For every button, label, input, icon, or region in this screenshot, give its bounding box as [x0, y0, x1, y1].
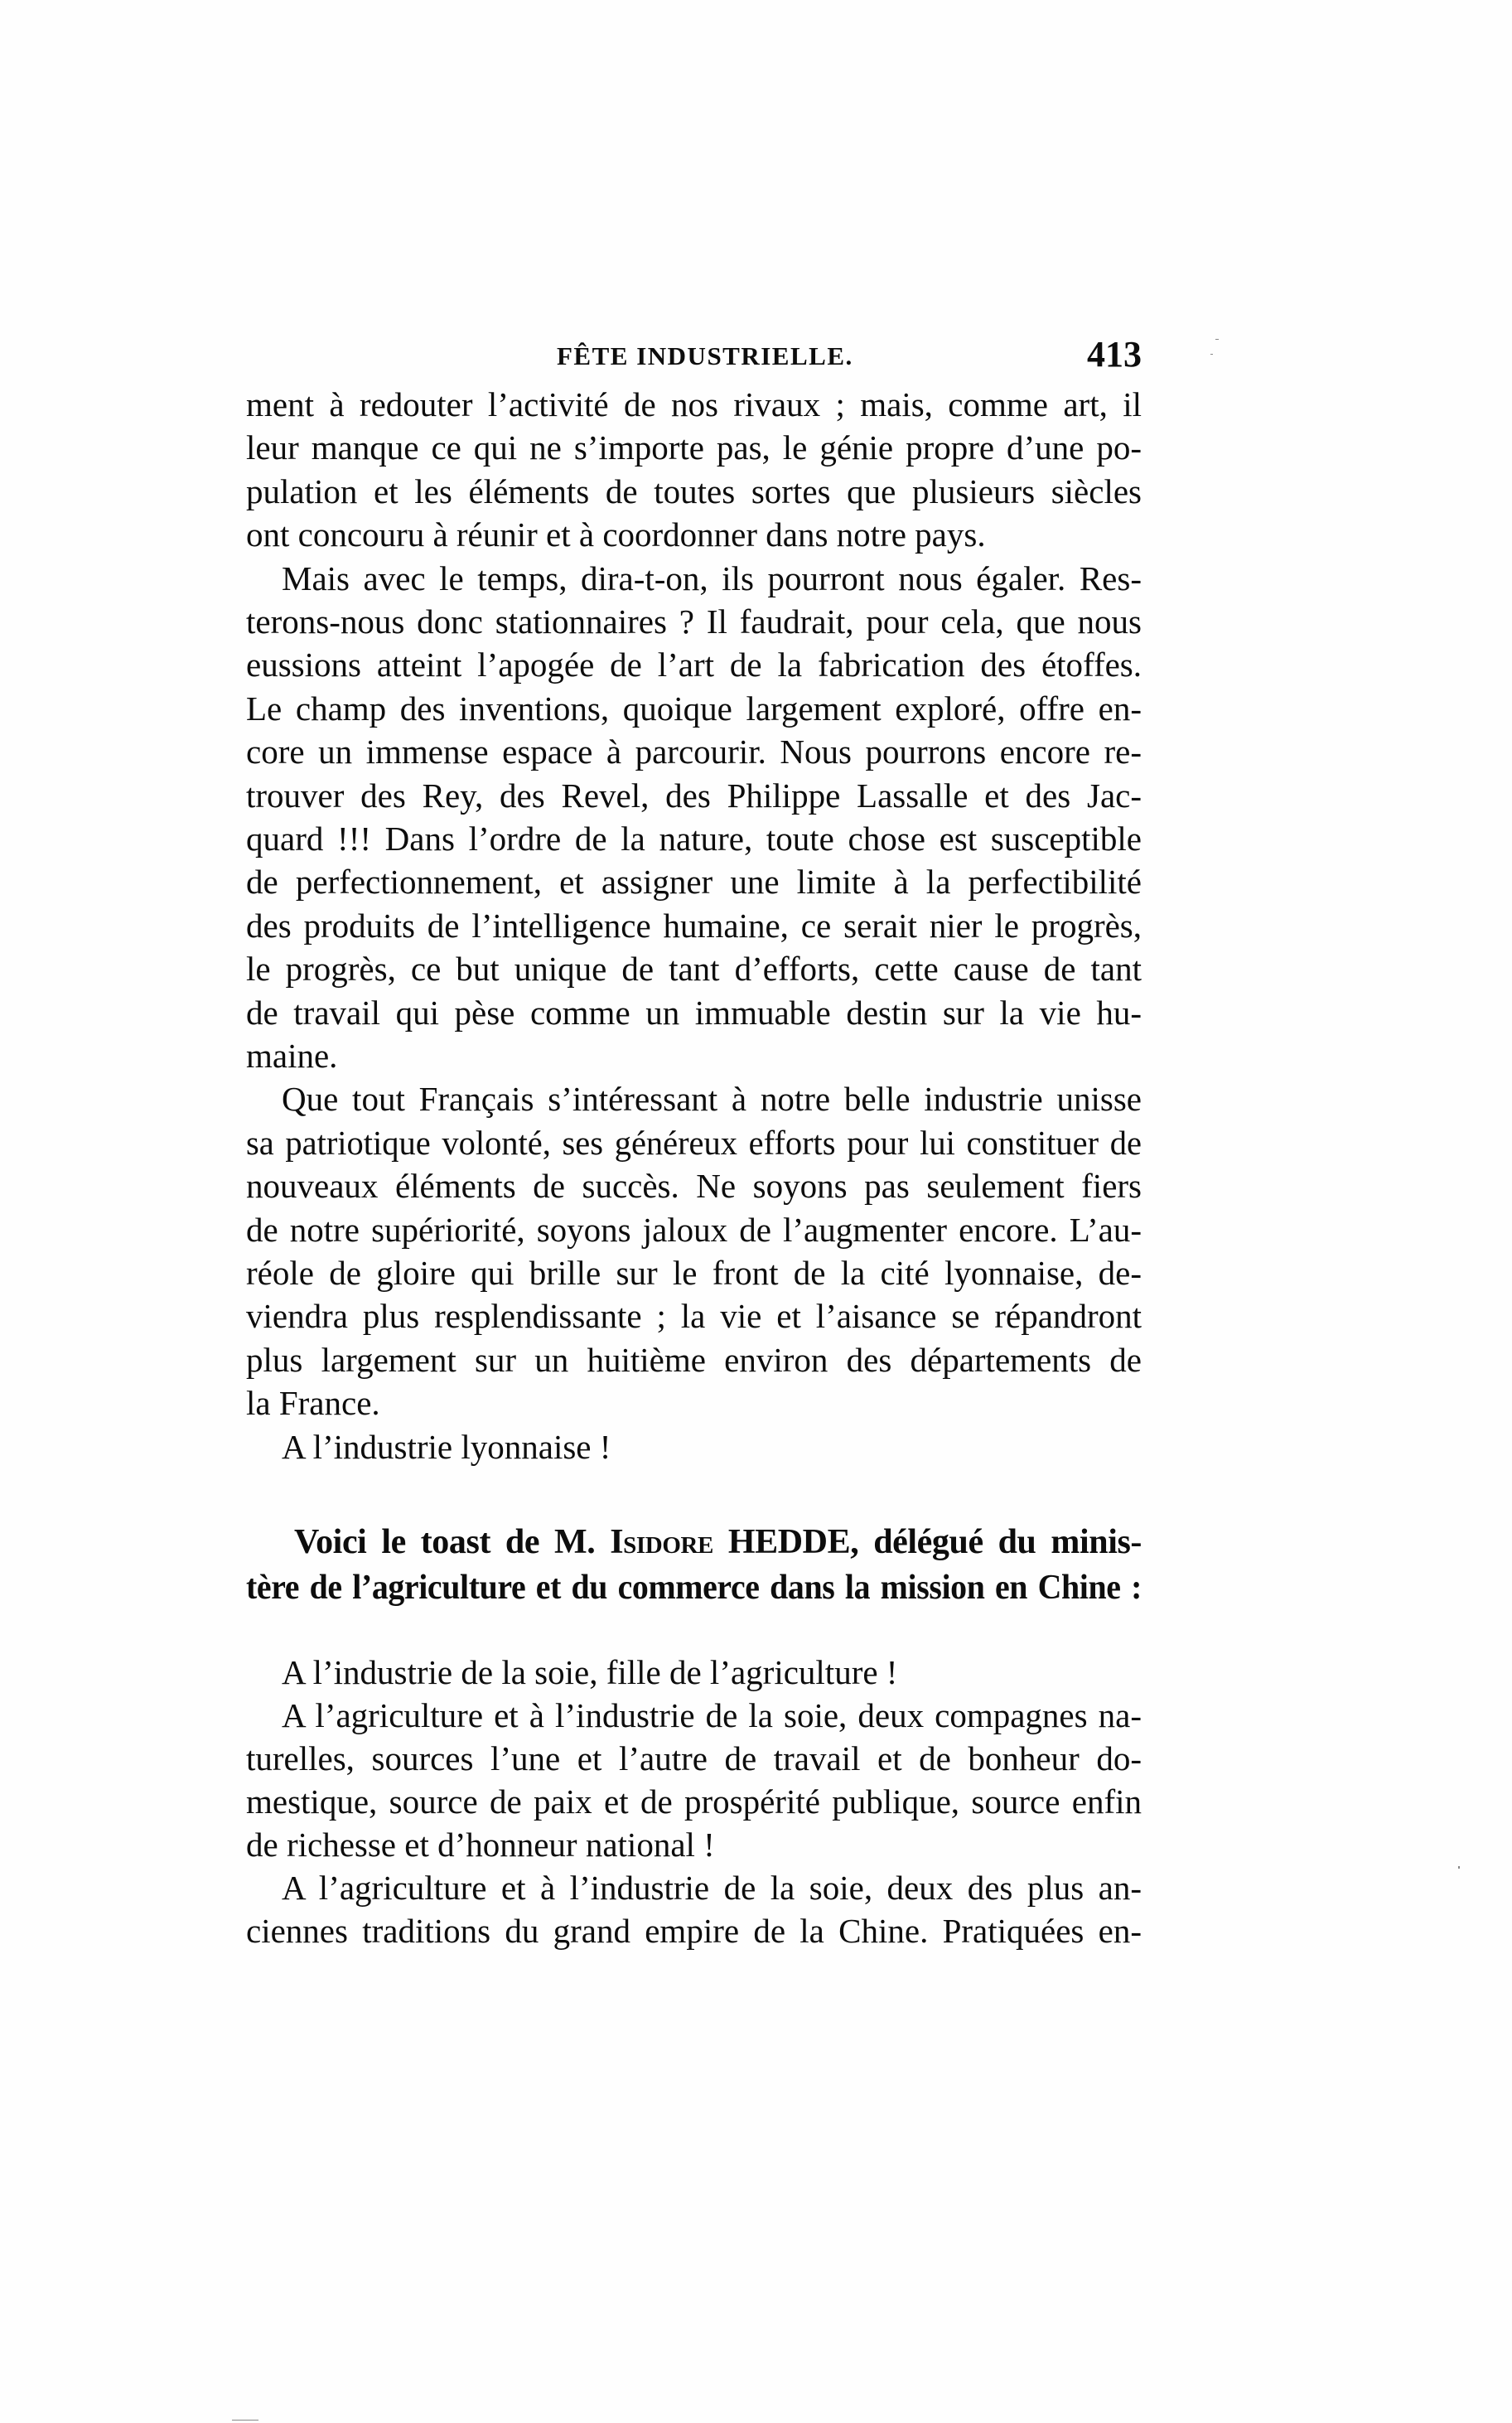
body-line: de notre supériorité, soyons jaloux de l’augmenter encore. L’au- — [246, 1210, 1142, 1249]
body-line: la France. — [246, 1384, 380, 1423]
body-line: Que tout Français s’intéressant à notre belle industrie unisse — [282, 1080, 1142, 1119]
body-line: réole de gloire qui brille sur le front de la cité lyonnaise, de- — [246, 1254, 1142, 1292]
toast-heading-line-2 — [246, 1566, 1142, 1609]
body-line: ment à redouter l’activité de nos rivaux ; mais, comme art, il — [246, 385, 1142, 423]
body-line — [246, 1121, 1142, 1164]
heading-suffix: , délégué du minis- — [850, 1523, 1142, 1561]
toast-heading-line-1 — [294, 1521, 1142, 1564]
toast-line: de richesse et d’honneur national ! — [246, 1826, 715, 1864]
body-line: de perfectionnement, et assigner une limite à la perfectibilité — [246, 863, 1142, 902]
body-line: Le champ des inventions, quoique largement exploré, offre en- — [246, 689, 1142, 728]
heading-name: Isidore — [610, 1523, 713, 1561]
body-line: ont concouru à réunir et à coordonner dans notre pays. — [246, 515, 986, 554]
running-head: FÊTE INDUSTRIELLE. — [557, 341, 853, 370]
scan-speck — [1215, 339, 1219, 340]
toast-line: A l’agriculture et à l’industrie de la soie, deux des plus an- — [282, 1869, 1142, 1907]
body-line: Mais avec le temps, dira-t-on, ils pourront nous égaler. Res- — [282, 559, 1142, 597]
toast-line: ciennes traditions du grand empire de la Chine. Pratiquées en- — [246, 1912, 1142, 1950]
body-line: core un immense espace à parcourir. Nous pourrons encore re- — [246, 733, 1142, 771]
body-line: maine. — [246, 1037, 338, 1075]
body-line: des produits de l’intelligence humaine, ce serait nier le progrès, — [246, 906, 1142, 945]
body-line: nouveaux éléments de succès. Ne soyons pas seulement fiers — [246, 1167, 1142, 1206]
body-line: A l’industrie lyonnaise ! — [282, 1427, 611, 1466]
body-line: le progrès, ce but unique de tant d’efforts, cette cause de tant — [246, 950, 1142, 989]
body-line: leur manque ce qui ne s’importe pas, le génie propre d’une po- — [246, 428, 1142, 467]
line-text: sa patriotique volonté, ses généreux efforts pour lui constituer de — [246, 1123, 1142, 1162]
body-line: de travail qui pèse comme un immuable destin sur la vie hu- — [246, 993, 1142, 1032]
body-line: trouver des Rey, des Revel, des Philippe Lassalle et des Jac- — [246, 776, 1142, 815]
toast-line: A l’agriculture et à l’industrie de la soie, deux compagnes na- — [282, 1696, 1142, 1734]
body-line: viendra plus resplendissante ; la vie et l’aisance se répandront — [246, 1297, 1142, 1336]
body-line: plus largement sur un huitième environ des départements de — [246, 1340, 1142, 1379]
heading-surname: HEDDE — [713, 1523, 851, 1561]
scan-speck — [1458, 1866, 1460, 1869]
scan-speck — [232, 2420, 258, 2421]
body-line: quard !!! Dans l’ordre de la nature, toute chose est susceptible — [246, 820, 1142, 858]
heading-prefix: Voici le toast de M. — [294, 1523, 611, 1561]
body-line: eussions atteint l’apogée de l’art de la fabrication des étoffes. — [246, 646, 1142, 684]
toast-line: turelles, sources l’une et l’autre de travail et de bonheur do- — [246, 1739, 1142, 1777]
page-number: 413 — [1087, 334, 1142, 375]
toast-line: mestique, source de paix et de prospérité publique, source enfin — [246, 1782, 1142, 1821]
scan-speck — [1210, 354, 1213, 355]
body-line: terons-nous donc stationnaires ? Il faudrait, pour cela, que nous — [246, 602, 1142, 641]
body-line: pulation et les éléments de toutes sortes que plusieurs siècles — [246, 472, 1142, 510]
toast-line: A l’industrie de la soie, fille de l’agriculture ! — [282, 1653, 898, 1691]
line-text: tère de l’agriculture et du commerce dans la mission en Chine : — [246, 1569, 1142, 1607]
